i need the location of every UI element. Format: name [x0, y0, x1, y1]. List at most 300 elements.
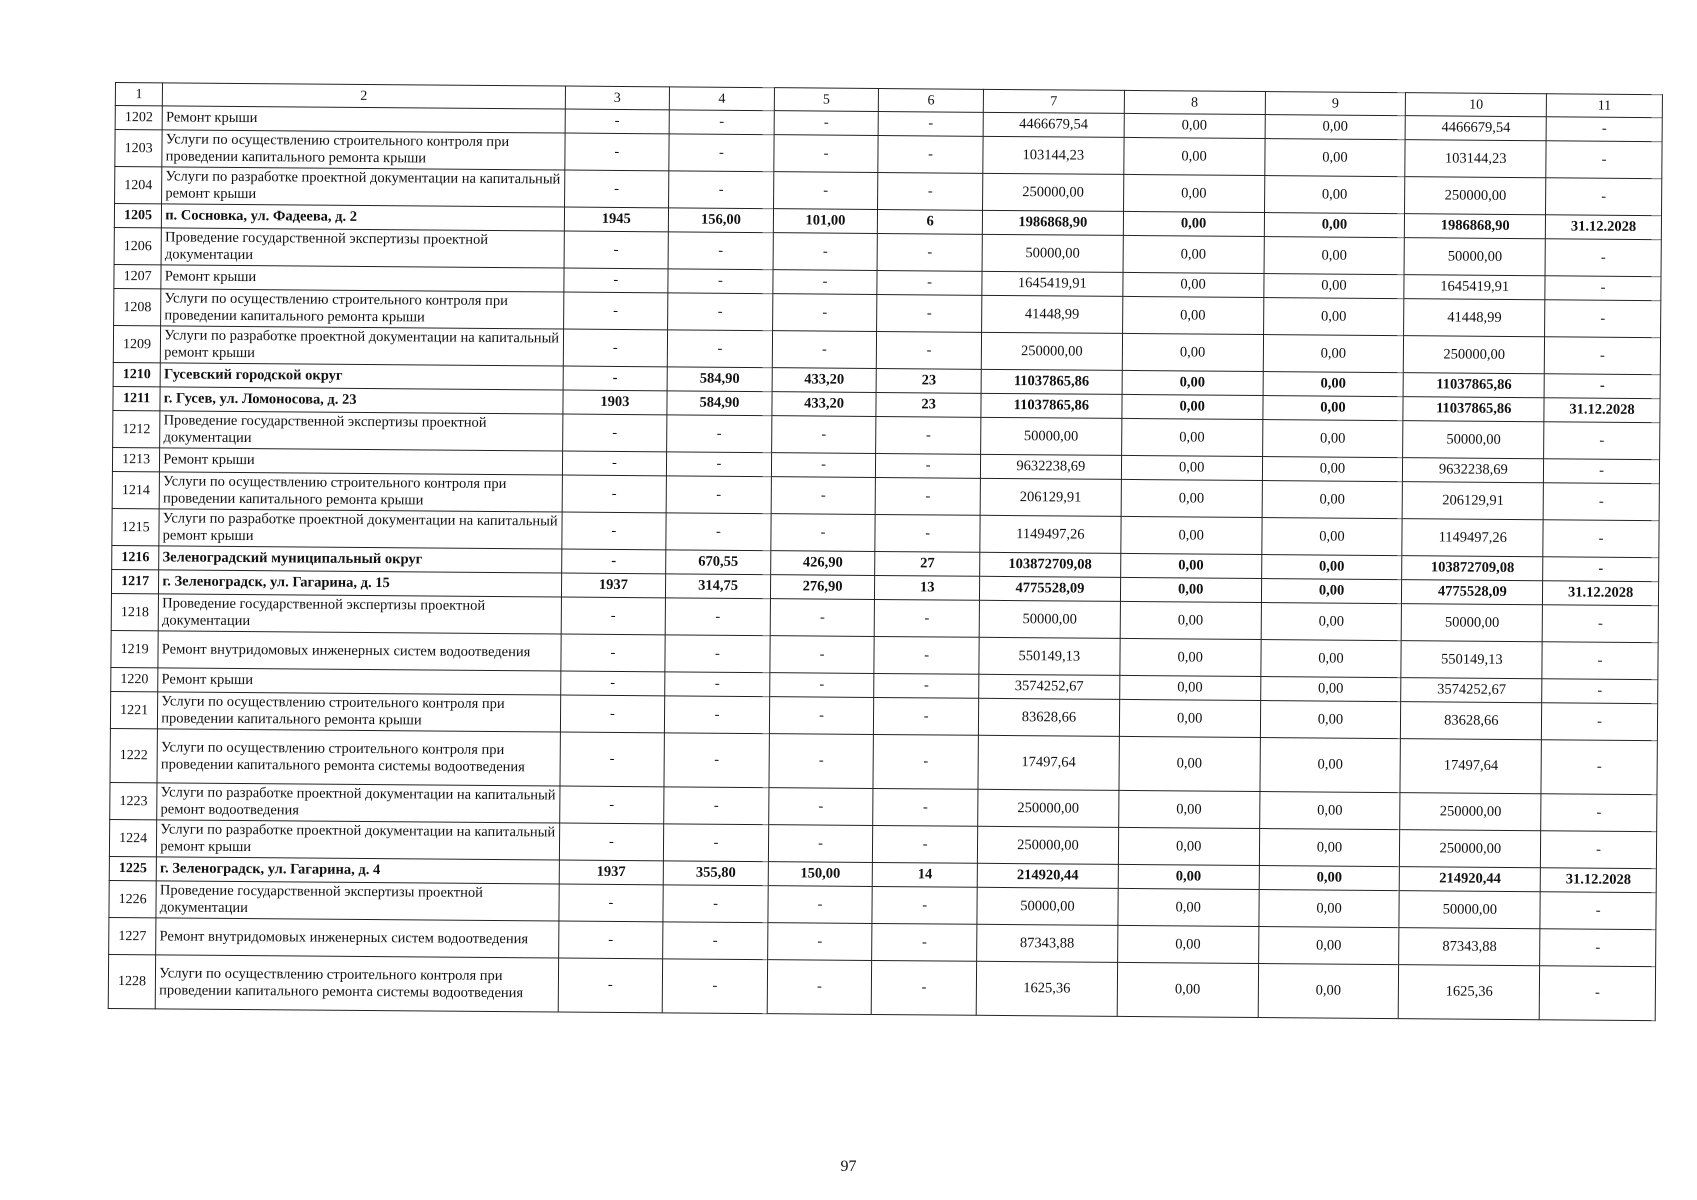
col5-cell: - — [768, 886, 873, 924]
col10-cell: 50000,00 — [1402, 604, 1543, 642]
col9-cell: 0,00 — [1263, 274, 1404, 299]
col7-cell: 1149497,26 — [980, 515, 1121, 553]
col5-cell: - — [771, 416, 876, 454]
col8-cell: 0,00 — [1120, 601, 1261, 639]
row-number-cell: 1204 — [115, 167, 163, 204]
col4-cell: - — [665, 696, 770, 734]
col10-cell: 103144,23 — [1405, 140, 1546, 178]
col11-cell: - — [1544, 337, 1660, 375]
col11-cell: - — [1541, 831, 1657, 869]
col7-cell: 1625,36 — [976, 961, 1117, 1016]
col5-cell: - — [774, 135, 879, 173]
col7-cell: 41448,99 — [982, 295, 1123, 333]
col9-cell: 0,00 — [1262, 481, 1403, 519]
col6-cell: - — [876, 416, 981, 454]
col3-cell: - — [559, 884, 664, 922]
col5-cell: - — [769, 734, 874, 789]
col11-cell: - — [1545, 239, 1661, 277]
col9-cell: 0,00 — [1262, 457, 1403, 482]
col3-cell: - — [563, 292, 668, 330]
row-number-cell: 1222 — [110, 728, 158, 782]
col8-cell: 0,00 — [1123, 211, 1264, 236]
col8-cell: 0,00 — [1121, 455, 1262, 480]
col8-cell: 0,00 — [1122, 394, 1263, 419]
col9-cell: 0,00 — [1263, 335, 1404, 373]
col11-cell: 31.12.2028 — [1543, 581, 1659, 606]
col6-cell: - — [876, 453, 981, 478]
row-number-cell: 1221 — [110, 691, 158, 728]
col5-cell: - — [770, 599, 875, 637]
work-name-cell: Гусевский городской округ — [160, 363, 563, 390]
col3-cell: - — [558, 958, 663, 1013]
col6-cell: 13 — [875, 575, 980, 600]
col9-cell: 0,00 — [1261, 555, 1402, 580]
col7-cell: 103872709,08 — [980, 552, 1121, 577]
col9-cell: 0,00 — [1259, 829, 1400, 867]
col6-cell: 27 — [875, 551, 980, 576]
col9-cell: 0,00 — [1258, 890, 1399, 928]
row-number-cell: 1223 — [110, 782, 158, 819]
col10-cell: 9632238,69 — [1403, 458, 1544, 483]
col9-cell: 0,00 — [1263, 372, 1404, 397]
col9-cell: 0,00 — [1264, 139, 1405, 177]
col7-cell: 250000,00 — [978, 789, 1119, 827]
col6-cell: - — [873, 788, 978, 826]
col8-cell: 0,00 — [1118, 864, 1259, 889]
col7-cell: 103144,23 — [983, 136, 1124, 174]
row-number-cell: 1214 — [112, 471, 160, 508]
col4-cell: 670,55 — [666, 550, 771, 575]
row-number-cell: 1215 — [112, 508, 160, 545]
col3-cell: - — [560, 634, 665, 672]
col11-cell: - — [1542, 703, 1658, 741]
col11-cell: - — [1540, 892, 1656, 930]
col5-cell: - — [772, 294, 877, 332]
work-name-cell: Услуги по осуществлению строительного контроля при проведении капитального ремонта крыши — [158, 692, 561, 732]
work-name-cell: Услуги по разработке проектной документации на капитальный ремонт крыши — [161, 326, 564, 366]
col9-cell: 0,00 — [1258, 964, 1399, 1019]
data-table — [108, 82, 1663, 1021]
col4-cell: 355,80 — [663, 861, 768, 886]
col3-cell: - — [564, 133, 669, 171]
col6-cell: 23 — [876, 368, 981, 393]
col8-cell: 0,00 — [1120, 638, 1261, 676]
col4-cell: - — [663, 922, 768, 960]
header-cell-9: 9 — [1265, 92, 1406, 116]
header-cell-4: 4 — [669, 87, 774, 111]
col11-cell: - — [1544, 374, 1660, 399]
col4-cell: - — [667, 415, 772, 453]
col3-cell: - — [563, 268, 668, 293]
col9-cell: 0,00 — [1259, 866, 1400, 891]
work-name-cell: г. Гусев, ул. Ломоносова, д. 23 — [160, 387, 563, 414]
col6-cell: - — [872, 960, 977, 1015]
col3-cell: - — [560, 671, 665, 696]
col5-cell: 433,20 — [772, 368, 877, 393]
col11-cell: 31.12.2028 — [1540, 868, 1656, 893]
col10-cell: 11037865,86 — [1403, 397, 1544, 422]
col11-cell: - — [1541, 794, 1657, 832]
col8-cell: 0,00 — [1122, 370, 1263, 395]
col6-cell: - — [878, 135, 983, 173]
col8-cell: 0,00 — [1122, 333, 1263, 371]
col7-cell: 50000,00 — [981, 417, 1122, 455]
row-number-cell: 1212 — [113, 410, 161, 447]
col8-cell: 0,00 — [1121, 479, 1262, 517]
col9-cell: 0,00 — [1265, 115, 1406, 140]
col3-cell: - — [561, 597, 666, 635]
col7-cell: 50000,00 — [979, 600, 1120, 638]
col3-cell: - — [559, 823, 664, 861]
col3-cell: - — [562, 451, 667, 476]
col4-cell: - — [663, 885, 768, 923]
row-number-cell: 1202 — [115, 106, 162, 130]
col9-cell: 0,00 — [1261, 518, 1402, 556]
col6-cell: - — [875, 599, 980, 637]
col10-cell: 17497,64 — [1400, 739, 1541, 794]
col11-cell: - — [1543, 557, 1659, 582]
col7-cell: 87343,88 — [977, 924, 1118, 962]
col11-cell: 31.12.2028 — [1544, 398, 1660, 423]
col11-cell: - — [1542, 679, 1658, 704]
col11-cell: - — [1544, 422, 1660, 460]
work-name-cell: Ремонт крыши — [162, 106, 565, 133]
col10-cell: 4775528,09 — [1402, 580, 1543, 605]
col5-cell: - — [771, 477, 876, 515]
col4-cell: - — [668, 293, 773, 331]
work-name-cell: Ремонт внутридомовых инженерных систем водоотведения — [156, 918, 559, 958]
col8-cell: 0,00 — [1124, 137, 1265, 175]
table-row — [108, 954, 1655, 1020]
col8-cell: 0,00 — [1117, 962, 1258, 1017]
col6-cell: - — [874, 636, 979, 674]
col9-cell: 0,00 — [1260, 738, 1401, 793]
col11-cell: - — [1542, 605, 1658, 643]
col10-cell: 250000,00 — [1405, 177, 1546, 215]
col6-cell: - — [877, 331, 982, 369]
col5-cell: 150,00 — [768, 862, 873, 887]
col5-cell: 276,90 — [770, 575, 875, 600]
col8-cell: 0,00 — [1120, 577, 1261, 602]
col10-cell: 1625,36 — [1399, 965, 1540, 1020]
row-number-cell: 1224 — [109, 819, 157, 856]
col3-cell: - — [560, 732, 665, 787]
col8-cell: 0,00 — [1123, 272, 1264, 297]
col7-cell: 206129,91 — [980, 478, 1121, 516]
col3-cell: - — [562, 414, 667, 452]
col5-cell: - — [767, 923, 872, 961]
header-cell-6: 6 — [879, 88, 984, 112]
col4-cell: - — [666, 476, 771, 514]
col5-cell: 101,00 — [773, 209, 878, 234]
col4-cell: - — [669, 110, 774, 135]
table-body — [108, 83, 1662, 1021]
col8-cell: 0,00 — [1121, 516, 1262, 554]
col9-cell: 0,00 — [1260, 640, 1401, 678]
page-number: 97 — [840, 1158, 857, 1175]
col3-cell: 1945 — [564, 207, 669, 232]
row-number-cell: 1220 — [111, 667, 158, 691]
col6-cell: 14 — [873, 862, 978, 887]
col7-cell: 1986868,90 — [982, 210, 1123, 235]
header-cell-8: 8 — [1124, 90, 1265, 114]
col7-cell: 214920,44 — [977, 863, 1118, 888]
col7-cell: 250000,00 — [981, 332, 1122, 370]
header-cell-10: 10 — [1406, 93, 1547, 117]
col10-cell: 3574252,67 — [1401, 678, 1542, 703]
work-name-cell: Проведение государственной экспертизы проектной документации — [156, 881, 559, 921]
col7-cell: 4466679,54 — [983, 112, 1124, 137]
work-name-cell: Проведение государственной экспертизы проектной документации — [160, 411, 563, 451]
row-number-cell: 1213 — [112, 447, 159, 471]
col9-cell: 0,00 — [1259, 792, 1400, 830]
col6-cell: 6 — [878, 209, 983, 234]
col7-cell: 9632238,69 — [980, 454, 1121, 479]
col8-cell: 0,00 — [1117, 925, 1258, 963]
col11-cell: - — [1545, 276, 1661, 301]
col6-cell: - — [875, 514, 980, 552]
col7-cell: 17497,64 — [978, 735, 1119, 790]
row-number-cell: 1208 — [114, 288, 162, 325]
col9-cell: 0,00 — [1262, 396, 1403, 421]
work-name-cell: Услуги по разработке проектной документации на капитальный ремонт водоотведения — [157, 783, 560, 823]
row-number-cell: 1227 — [109, 917, 157, 954]
col7-cell: 550149,13 — [979, 637, 1120, 675]
col5-cell: - — [773, 172, 878, 210]
work-name-cell: Зеленоградский муниципальный округ — [159, 546, 562, 573]
col9-cell: 0,00 — [1261, 579, 1402, 604]
col3-cell: - — [563, 329, 668, 367]
col8-cell: 0,00 — [1119, 675, 1260, 700]
col11-cell: - — [1540, 929, 1656, 967]
col11-cell: - — [1543, 520, 1659, 558]
work-name-cell: Услуги по разработке проектной документации на капитальный ремонт крыши — [162, 167, 565, 207]
col3-cell: - — [561, 512, 666, 550]
col4-cell: - — [664, 787, 769, 825]
col9-cell: 0,00 — [1258, 927, 1399, 965]
col8-cell: 0,00 — [1123, 235, 1264, 273]
col7-cell: 250000,00 — [977, 826, 1118, 864]
work-name-cell: Ремонт крыши — [161, 265, 564, 292]
col8-cell: 0,00 — [1118, 827, 1259, 865]
row-number-cell: 1228 — [108, 954, 156, 1008]
col10-cell: 103872709,08 — [1402, 556, 1543, 581]
col4-cell: - — [664, 733, 769, 788]
col6-cell: - — [872, 923, 977, 961]
col4-cell: - — [667, 452, 772, 477]
col4-cell: - — [669, 134, 774, 172]
col9-cell: 0,00 — [1260, 677, 1401, 702]
row-number-cell: 1207 — [114, 264, 161, 288]
col9-cell: 0,00 — [1264, 213, 1405, 238]
col11-cell: 31.12.2028 — [1546, 215, 1662, 240]
work-name-cell: г. Зеленоградск, ул. Гагарина, д. 4 — [156, 857, 559, 884]
col7-cell: 50000,00 — [977, 887, 1118, 925]
work-name-cell: Ремонт крыши — [158, 668, 561, 695]
col10-cell: 1149497,26 — [1402, 519, 1543, 557]
col4-cell: - — [669, 171, 774, 209]
col4-cell: - — [665, 635, 770, 673]
row-number-cell: 1218 — [111, 593, 159, 630]
work-name-cell: Услуги по осуществлению строительного контроля при проведении капитального ремонта крыши — [159, 472, 562, 512]
col10-cell: 206129,91 — [1403, 482, 1544, 520]
col10-cell: 50000,00 — [1403, 421, 1544, 459]
work-name-cell: Ремонт крыши — [160, 448, 563, 475]
col7-cell: 250000,00 — [982, 173, 1123, 211]
col5-cell: - — [773, 270, 878, 295]
header-cell-2: 2 — [163, 83, 565, 109]
work-name-cell: Проведение государственной экспертизы проектной документации — [161, 228, 564, 268]
col11-cell: - — [1546, 141, 1662, 179]
col11-cell: - — [1546, 117, 1662, 142]
col5-cell: - — [767, 960, 872, 1015]
work-name-cell: Услуги по осуществлению строительного контроля при проведении капитального ремонта крыши — [161, 289, 564, 329]
col10-cell: 250000,00 — [1400, 793, 1541, 831]
col4-cell: - — [667, 330, 772, 368]
col6-cell: - — [878, 172, 983, 210]
col11-cell: - — [1545, 300, 1661, 338]
col10-cell: 214920,44 — [1400, 867, 1541, 892]
col6-cell: - — [874, 673, 979, 698]
col11-cell: - — [1542, 642, 1658, 680]
col6-cell: - — [878, 111, 983, 136]
col8-cell: 0,00 — [1121, 418, 1262, 456]
header-cell-3: 3 — [565, 86, 670, 110]
row-number-cell: 1219 — [111, 630, 159, 667]
row-number-cell: 1217 — [111, 569, 158, 593]
col9-cell: 0,00 — [1263, 298, 1404, 336]
col4-cell: 584,90 — [667, 391, 772, 416]
col6-cell: - — [872, 886, 977, 924]
work-name-cell: г. Зеленоградск, ул. Гагарина, д. 15 — [159, 570, 562, 597]
col3-cell: 1937 — [561, 573, 666, 598]
work-name-cell: п. Сосновка, ул. Фадеева, д. 2 — [162, 204, 565, 231]
col7-cell: 50000,00 — [982, 234, 1123, 272]
col6-cell: - — [877, 270, 982, 295]
col8-cell: 0,00 — [1119, 736, 1260, 791]
col6-cell: 23 — [876, 392, 981, 417]
col8-cell: 0,00 — [1118, 790, 1259, 828]
col3-cell: - — [560, 695, 665, 733]
row-number-cell: 1209 — [113, 325, 161, 362]
col5-cell: - — [774, 111, 879, 136]
work-name-cell: Ремонт внутридомовых инженерных систем водоотведения — [158, 631, 561, 671]
work-name-cell: Проведение государственной экспертизы проектной документации — [158, 594, 561, 634]
col4-cell: 314,75 — [666, 574, 771, 599]
col9-cell: 0,00 — [1264, 237, 1405, 275]
col11-cell: - — [1544, 459, 1660, 484]
col4-cell: - — [668, 232, 773, 270]
row-number-cell: 1225 — [109, 856, 156, 880]
col10-cell: 250000,00 — [1400, 830, 1541, 868]
col11-cell: - — [1543, 483, 1659, 521]
col3-cell: - — [562, 475, 667, 513]
col8-cell: 0,00 — [1123, 174, 1264, 212]
col4-cell: 584,90 — [667, 367, 772, 392]
col10-cell: 83628,66 — [1401, 702, 1542, 740]
col6-cell: - — [877, 294, 982, 332]
col5-cell: - — [771, 453, 876, 478]
col3-cell: - — [559, 786, 664, 824]
work-name-cell: Услуги по осуществлению строительного контроля при проведении капитального ремонта системы водоотведения — [157, 729, 560, 786]
document-sheet — [108, 82, 1663, 1021]
col5-cell: - — [772, 331, 877, 369]
col7-cell: 3574252,67 — [979, 674, 1120, 699]
col10-cell: 87343,88 — [1399, 928, 1540, 966]
work-name-cell: Услуги по разработке проектной документации на капитальный ремонт крыши — [157, 820, 560, 860]
col5-cell: - — [773, 233, 878, 271]
col10-cell: 1645419,91 — [1404, 275, 1545, 300]
col8-cell: 0,00 — [1119, 699, 1260, 737]
col5-cell: - — [769, 673, 874, 698]
col4-cell: - — [666, 513, 771, 551]
row-number-cell: 1226 — [109, 880, 157, 917]
col11-cell: - — [1539, 966, 1655, 1021]
col6-cell: - — [874, 697, 979, 735]
col7-cell: 11037865,86 — [981, 369, 1122, 394]
header-cell-5: 5 — [774, 88, 879, 112]
header-cell-11: 11 — [1546, 94, 1662, 118]
col5-cell: - — [768, 788, 873, 826]
col5-cell: - — [770, 636, 875, 674]
col7-cell: 83628,66 — [978, 698, 1119, 736]
work-name-cell: Услуги по осуществлению строительного контроля при проведении капитального ремонта крыши — [162, 130, 565, 170]
header-cell-7: 7 — [983, 89, 1124, 113]
col9-cell: 0,00 — [1261, 603, 1402, 641]
work-name-cell: Услуги по разработке проектной документации на капитальный ремонт крыши — [159, 509, 562, 549]
col8-cell: 0,00 — [1120, 553, 1261, 578]
col5-cell: 433,20 — [772, 392, 877, 417]
col5-cell: - — [771, 514, 876, 552]
col5-cell: - — [769, 697, 874, 735]
col10-cell: 550149,13 — [1401, 641, 1542, 679]
work-name-cell: Услуги по осуществлению строительного контроля при проведении капитального ремонта системы водоотведения — [155, 955, 558, 1012]
col3-cell: - — [563, 366, 668, 391]
col10-cell: 41448,99 — [1404, 299, 1545, 337]
col10-cell: 250000,00 — [1404, 336, 1545, 374]
row-number-cell: 1206 — [114, 227, 162, 264]
col4-cell: 156,00 — [669, 208, 774, 233]
col6-cell: - — [876, 477, 981, 515]
col10-cell: 1986868,90 — [1405, 214, 1546, 239]
col3-cell: - — [564, 231, 669, 269]
col3-cell: 1903 — [562, 390, 667, 415]
row-number-cell: 1210 — [113, 362, 160, 386]
col4-cell: - — [662, 959, 767, 1014]
col10-cell: 50000,00 — [1404, 238, 1545, 276]
col10-cell: 11037865,86 — [1403, 373, 1544, 398]
header-cell-1: 1 — [115, 83, 162, 106]
col9-cell: 0,00 — [1262, 420, 1403, 458]
col9-cell: 0,00 — [1260, 701, 1401, 739]
col5-cell: 426,90 — [770, 551, 875, 576]
col3-cell: - — [558, 921, 663, 959]
row-number-cell: 1205 — [114, 204, 161, 228]
col8-cell: 0,00 — [1118, 888, 1259, 926]
col3-cell: - — [561, 549, 666, 574]
col7-cell: 4775528,09 — [979, 576, 1120, 601]
col3-cell: - — [564, 170, 669, 208]
col10-cell: 50000,00 — [1399, 891, 1540, 929]
col4-cell: - — [668, 269, 773, 294]
col4-cell: - — [664, 824, 769, 862]
row-number-cell: 1211 — [113, 386, 160, 410]
row-number-cell: 1203 — [115, 130, 163, 167]
col10-cell: 4466679,54 — [1405, 116, 1546, 141]
col3-cell: 1937 — [559, 860, 664, 885]
col8-cell: 0,00 — [1122, 296, 1263, 334]
col3-cell: - — [565, 109, 670, 134]
